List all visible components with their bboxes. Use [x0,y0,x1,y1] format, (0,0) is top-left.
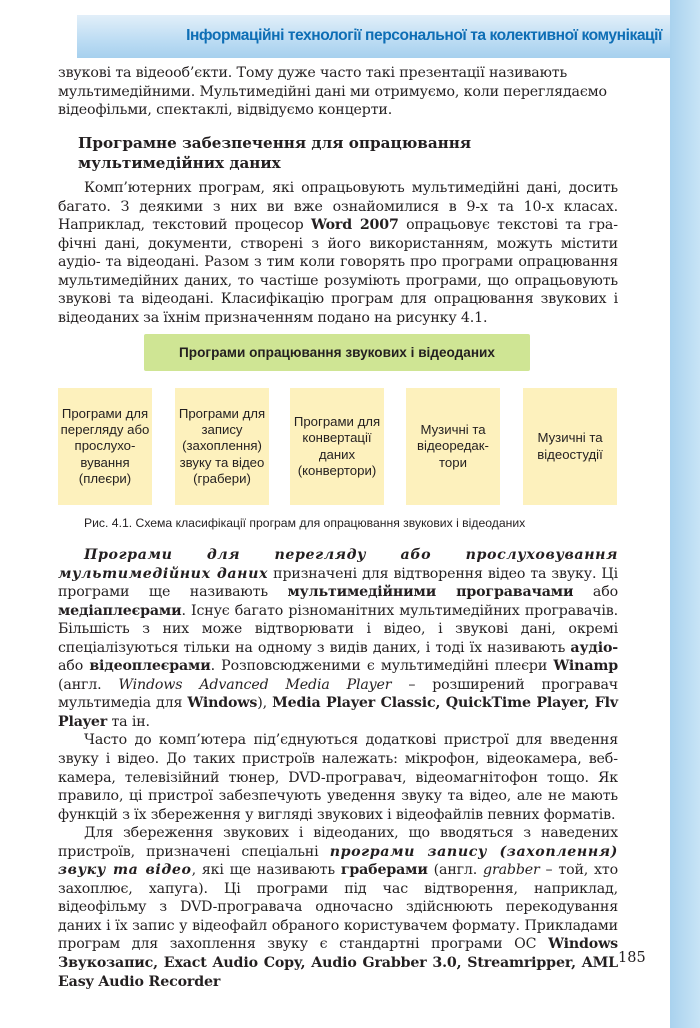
intro-line: мультимедійними. Мультимедійні дані ми отримуємо, коли переглядаємо [58,83,607,100]
text-run: (англ. [58,676,119,693]
diagram-box-label: Музичні та відеоредактори [417,422,489,470]
text-run: Для збереження звукових і відеоданих, що вводяться з наведених пристроїв, призначені спеціальні [58,825,618,860]
text-run-bold: Media Player Classic, QuickTime Player, Flv Player [58,695,618,730]
text-run: (англ. [427,862,484,879]
text-run-bold: медіаплеєрами [58,602,182,619]
text-run: ), [257,695,273,712]
text-run: – той, хто захоплює, хапуга). Ці програми під час відтворення, наприклад, відеофільму з DVD-програвача одночасно здійснюють перекодування даних і їх запис у відеофайл обраного користувачем формату. Прикладами програм для захоплення звуку є стандартні програми ОС [58,862,618,953]
text-run: або [58,658,90,675]
diagram-box-studios [523,388,617,505]
paragraph-devices: Часто до комп’ютера під’єднуються додаткові пристрої для введення звуку і відео. До таких пристроїв належать: мікрофон, відеокамера, вебкамера, телевізійний тюнер, DVD-програвач, відеомагнітофон тощо. Як правило, ці пристрої забезпечують уведення звуку та відео, але не мають функцій з їх збереження у вигляді звукових і відеофайлів певних форматів. [58,732,618,823]
paragraph-players [58,546,618,731]
diagram-box-converters [290,388,384,505]
text-run-bold: Winamp [553,658,619,675]
text-run-italic: Windows Advanced Media Player [118,676,392,693]
diagram-box-label: Музичні та відеостудії [537,430,603,462]
intro-paragraph [58,64,618,120]
section-heading-line: Програмне забезпечення для опрацювання [78,134,472,152]
text-run: або [573,584,619,601]
text-run: – розширений програвач мультимедіа для [58,676,618,712]
side-color-strip [670,0,700,1028]
text-run: призначені для відтворення відео та звуку. Ці програми ще називають [58,565,619,601]
text-run-bold: граберами [340,862,428,879]
diagram-box-grabbers [175,388,269,505]
running-header: Інформаційні технології персональної та колективної комунікації [186,27,662,44]
diagram-box-editors [406,388,500,505]
intro-line: відеофільми, спектаклі, відвідуємо концерти. [58,102,393,119]
paragraph-grabbers [58,824,618,991]
text-run-bold: аудіо- [570,639,618,656]
text-run-bold: мультимедійними програвачами [287,584,574,601]
diagram-box-label: Програми для конвертації даних (конвертори) [293,414,381,478]
page-number: 185 [618,950,646,966]
diagram-box-players [58,388,152,505]
text-run: опрацьовує текстові та графічні дані, документи, створені з його використанням, можуть містити аудіо- та відеодані. Разом з тим коли говорять про програми опрацювання мультимедійних даних, то частіше розуміють програми, що опрацьовують звукові та відеодані. Класифікацію програм для опрацювання звукових і відеоданих за їхнім призначенням подано на рисунку 4.1. [58,217,618,326]
text-run-bold: Windows Звукозапис, Exact Audio Copy, Audio Grabber 3.0, Streamripper, AML Easy Audio Recorder [58,936,618,990]
text-run: Комп’ютерних програм, які опрацьовують мультимедійні дані, досить багато. З деякими з них ви вже ознайомилися в 9-х та 10-х класах. Наприклад, текстовий процесор [58,180,618,234]
figure-caption: Рис. 4.1. Схема класифікації програм для опрацювання звукових і відеоданих [84,516,526,530]
diagram-title: Програми опрацювання звукових і відеоданих [144,334,530,371]
text-run-bold-italic: програми запису (захоплення) звуку та відео [58,843,618,879]
text-run: та ін. [107,713,150,730]
text-run-bold: Word 2007 [310,217,399,234]
section-heading [78,134,498,173]
diagram-box-label: Програми для перегляду або прослуховування (плеєри) [60,405,150,486]
body-text [58,546,618,991]
text-run-bold-italic: Програми для перегляду або прослуховування мультимедійних даних [58,547,618,582]
intro-line: звукові та відеооб’єкти. Тому дуже часто такі презентації називають [58,65,568,81]
text-run-bold: відеоплеєрами [89,658,211,675]
text-run: . Розповсюдженими є мультимедійні плеєри [210,658,554,675]
text-run: . Існує багато різноманітних мультимедійних програвачів. Більшість з них може відтворювати і відео, і звукові дані, окремі спеціалізуються тільки на одному з видів даних, і тоді їх називають [58,602,618,656]
paragraph-software [58,179,618,327]
text-run-bold: Windows [187,695,258,712]
diagram-box-label: Програми для запису (захоплення) звуку та відео (грабери) [178,405,266,486]
text-run: , які ще називають [191,862,341,879]
text-run-italic: grabber [483,862,540,879]
section-heading-line: мультимедійних даних [78,153,281,172]
